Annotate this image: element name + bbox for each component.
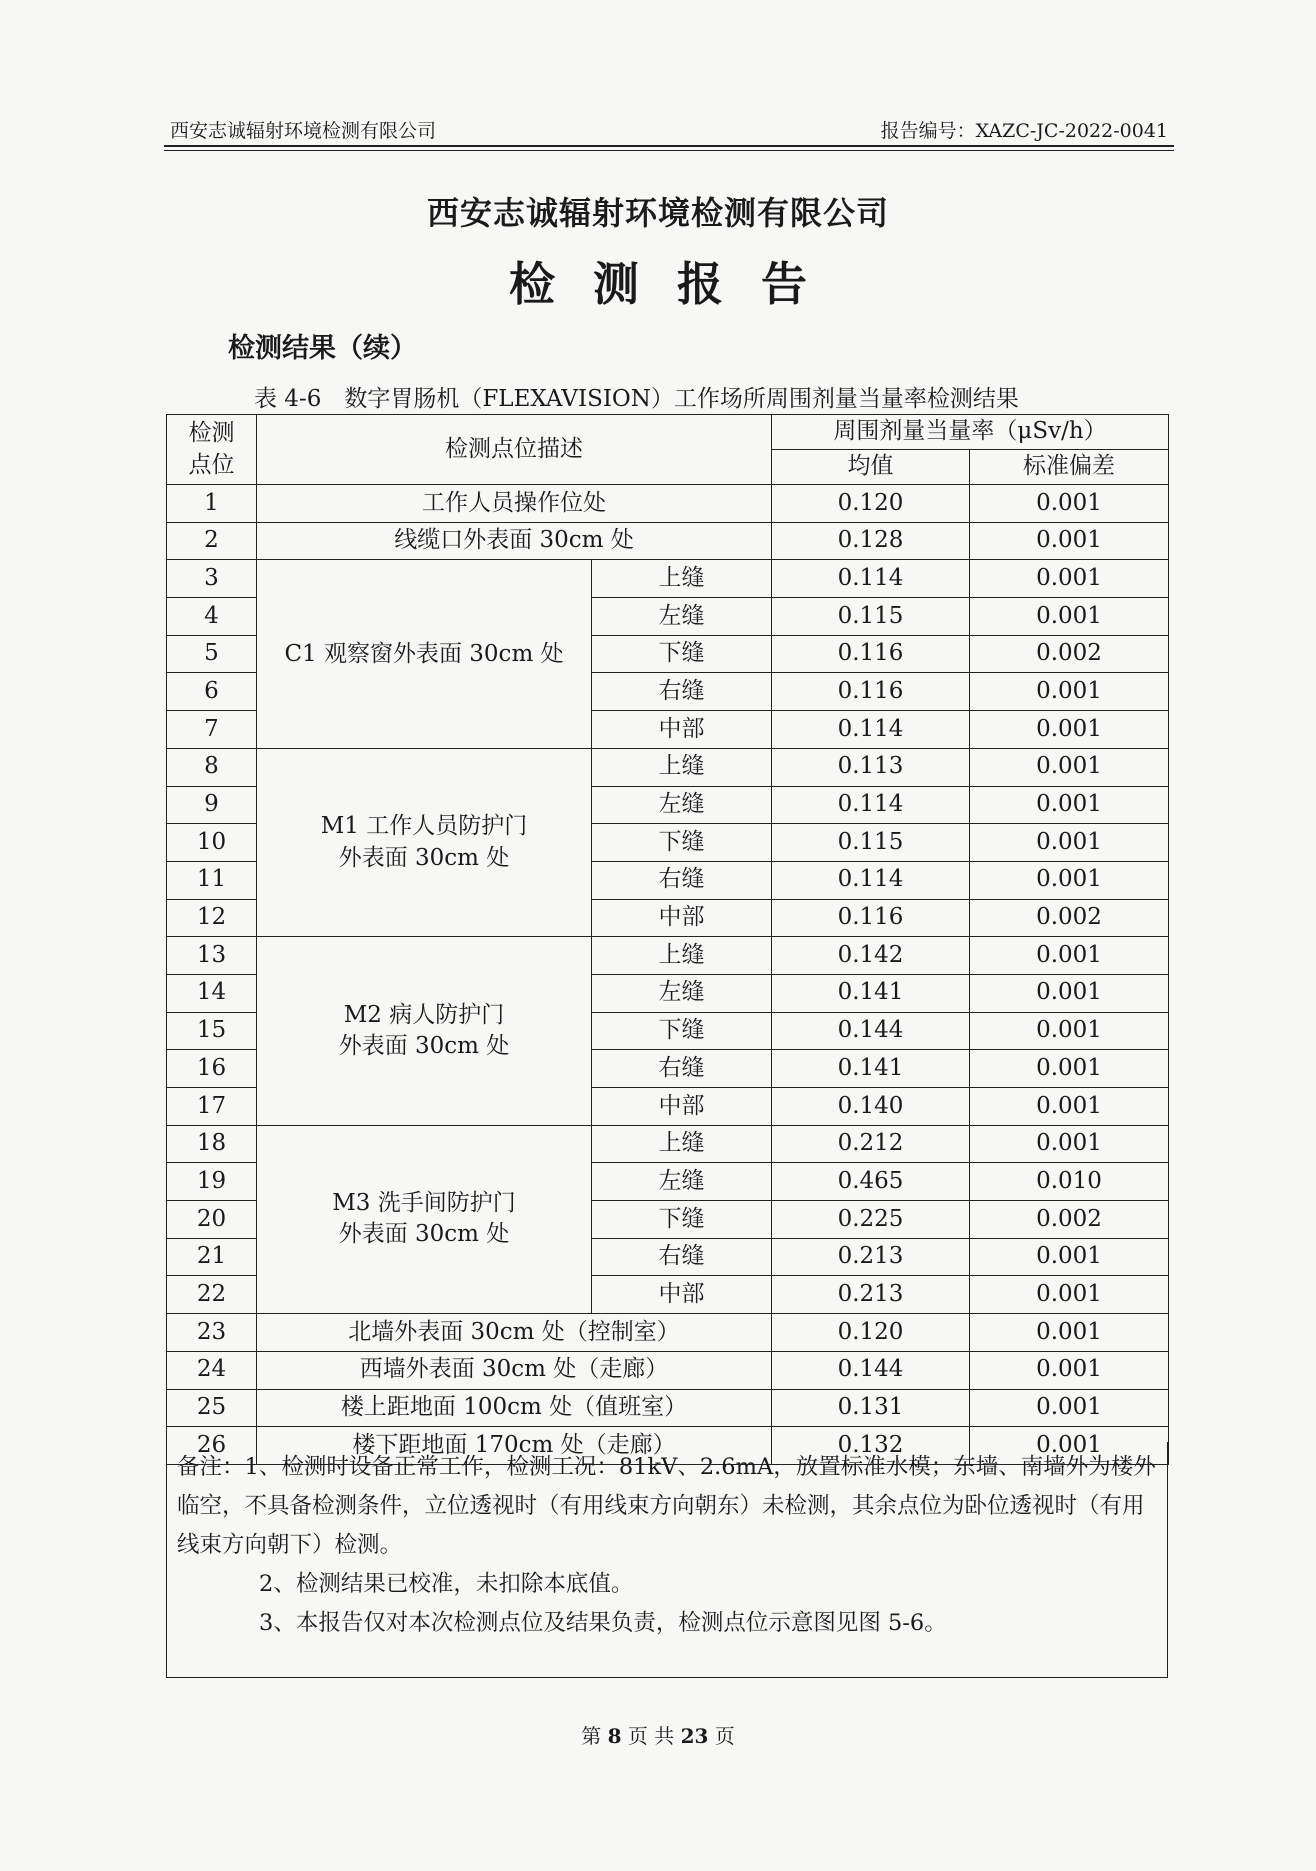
point-number: 1 <box>167 485 257 523</box>
mean-value: 0.141 <box>772 1050 970 1088</box>
std-deviation: 0.010 <box>970 1163 1169 1201</box>
table-caption: 表 4-6 数字胃肠机（FLEXAVISION）工作场所周围剂量当量率检测结果 <box>254 386 1019 412</box>
point-number: 2 <box>167 522 257 560</box>
mean-value: 0.115 <box>772 824 970 862</box>
mean-value: 0.212 <box>772 1125 970 1163</box>
std-deviation: 0.001 <box>970 673 1169 711</box>
header-mean: 均值 <box>772 450 970 485</box>
mean-value: 0.114 <box>772 560 970 598</box>
point-number: 13 <box>167 937 257 975</box>
table-row <box>167 560 1169 598</box>
mean-value: 0.116 <box>772 899 970 937</box>
point-sub-location: 中部 <box>592 1276 772 1314</box>
mean-value: 0.132 <box>772 1427 970 1465</box>
point-sub-location: 左缝 <box>592 1163 772 1201</box>
point-description: 线缆口外表面 30cm 处 <box>257 522 772 560</box>
point-number: 7 <box>167 711 257 749</box>
mean-value: 0.128 <box>772 522 970 560</box>
note-1: 备注：1、检测时设备正常工作，检测工况：81kV、2.6mA，放置标准水模；东墙、南墙外为楼外临空，不具备检测条件，立位透视时（有用线束方向朝东）未检测，其余点位为卧位透视时（有用线束方向朝下）检测。 <box>177 1454 1156 1558</box>
company-title: 西安志诚辐射环境检测有限公司 <box>426 194 889 232</box>
point-number: 23 <box>167 1314 257 1352</box>
point-sub-location: 下缝 <box>592 824 772 862</box>
std-deviation: 0.001 <box>970 1088 1169 1126</box>
point-sub-location: 中部 <box>592 899 772 937</box>
note-3: 3、本报告仅对本次检测点位及结果负责，检测点位示意图见图 5-6。 <box>259 1610 947 1636</box>
mean-value: 0.131 <box>772 1389 970 1427</box>
table-row <box>167 1389 1169 1427</box>
point-sub-location: 下缝 <box>592 1012 772 1050</box>
std-deviation: 0.001 <box>970 560 1169 598</box>
point-group-description: M3 洗手间防护门 外表面 30cm 处 <box>257 1125 592 1313</box>
point-number: 16 <box>167 1050 257 1088</box>
point-sub-location: 中部 <box>592 711 772 749</box>
std-deviation: 0.001 <box>970 1012 1169 1050</box>
point-number: 5 <box>167 635 257 673</box>
results-table <box>166 414 1169 1465</box>
point-sub-location: 左缝 <box>592 974 772 1012</box>
table-row <box>167 485 1169 523</box>
header-rule <box>164 145 1174 147</box>
mean-value: 0.213 <box>772 1276 970 1314</box>
mean-value: 0.465 <box>772 1163 970 1201</box>
std-deviation: 0.001 <box>970 1050 1169 1088</box>
mean-value: 0.116 <box>772 635 970 673</box>
point-number: 25 <box>167 1389 257 1427</box>
footer-middle: 页 共 <box>627 1724 675 1748</box>
point-description: 楼下距地面 170cm 处（走廊） <box>257 1427 772 1465</box>
point-sub-location: 上缝 <box>592 937 772 975</box>
point-number: 26 <box>167 1427 257 1465</box>
mean-value: 0.116 <box>772 673 970 711</box>
point-sub-location: 上缝 <box>592 1125 772 1163</box>
mean-value: 0.144 <box>772 1012 970 1050</box>
point-number: 4 <box>167 598 257 636</box>
point-description: 北墙外表面 30cm 处（控制室） <box>257 1314 772 1352</box>
table-row <box>167 748 1169 786</box>
std-deviation: 0.001 <box>970 824 1169 862</box>
point-number: 11 <box>167 861 257 899</box>
std-deviation: 0.001 <box>970 1427 1169 1465</box>
point-sub-location: 中部 <box>592 1088 772 1126</box>
table-row <box>167 1314 1169 1352</box>
point-number: 3 <box>167 560 257 598</box>
mean-value: 0.113 <box>772 748 970 786</box>
point-sub-location: 下缝 <box>592 1201 772 1239</box>
header-std: 标准偏差 <box>970 450 1169 485</box>
header-rate-group: 周围剂量当量率（μSv/h） <box>772 415 1169 450</box>
std-deviation: 0.001 <box>970 748 1169 786</box>
header-point: 检测 点位 <box>167 415 257 485</box>
mean-value: 0.114 <box>772 786 970 824</box>
section-title: 检测结果（续） <box>228 333 417 364</box>
point-number: 24 <box>167 1351 257 1389</box>
std-deviation: 0.001 <box>970 1389 1169 1427</box>
header-rule-thin <box>164 150 1174 151</box>
point-sub-location: 上缝 <box>592 748 772 786</box>
std-deviation: 0.001 <box>970 1314 1169 1352</box>
point-number: 21 <box>167 1238 257 1276</box>
point-sub-location: 右缝 <box>592 1050 772 1088</box>
header-report-number: 报告编号：XAZC-JC-2022-0041 <box>880 120 1168 142</box>
point-group-description: C1 观察窗外表面 30cm 处 <box>257 560 592 748</box>
point-sub-location: 右缝 <box>592 861 772 899</box>
point-description: 楼上距地面 100cm 处（值班室） <box>257 1389 772 1427</box>
header-description: 检测点位描述 <box>257 415 772 485</box>
std-deviation: 0.001 <box>970 1276 1169 1314</box>
point-number: 15 <box>167 1012 257 1050</box>
mean-value: 0.140 <box>772 1088 970 1126</box>
point-number: 8 <box>167 748 257 786</box>
table-row <box>167 937 1169 975</box>
mean-value: 0.114 <box>772 861 970 899</box>
std-deviation: 0.002 <box>970 1201 1169 1239</box>
mean-value: 0.213 <box>772 1238 970 1276</box>
std-deviation: 0.001 <box>970 598 1169 636</box>
point-group-description: M1 工作人员防护门 外表面 30cm 处 <box>257 748 592 936</box>
report-title: 检测报告 <box>509 257 845 311</box>
mean-value: 0.114 <box>772 711 970 749</box>
point-group-description: M2 病人防护门 外表面 30cm 处 <box>257 937 592 1125</box>
page-footer <box>0 1720 1316 1749</box>
point-number: 14 <box>167 974 257 1012</box>
mean-value: 0.141 <box>772 974 970 1012</box>
footer-total-pages: 23 <box>680 1724 709 1748</box>
std-deviation: 0.001 <box>970 485 1169 523</box>
table-row <box>167 1125 1169 1163</box>
point-number: 10 <box>167 824 257 862</box>
point-number: 19 <box>167 1163 257 1201</box>
point-number: 22 <box>167 1276 257 1314</box>
std-deviation: 0.001 <box>970 1351 1169 1389</box>
point-sub-location: 左缝 <box>592 786 772 824</box>
std-deviation: 0.001 <box>970 937 1169 975</box>
note-2: 2、检测结果已校准，未扣除本底值。 <box>259 1571 634 1597</box>
point-number: 18 <box>167 1125 257 1163</box>
std-deviation: 0.001 <box>970 786 1169 824</box>
mean-value: 0.142 <box>772 937 970 975</box>
point-description: 工作人员操作位处 <box>257 485 772 523</box>
results-body <box>167 485 1169 1465</box>
mean-value: 0.225 <box>772 1201 970 1239</box>
point-description: 西墙外表面 30cm 处（走廊） <box>257 1351 772 1389</box>
mean-value: 0.144 <box>772 1351 970 1389</box>
notes-box <box>166 1442 1168 1678</box>
point-sub-location: 下缝 <box>592 635 772 673</box>
footer-suffix: 页 <box>714 1724 735 1748</box>
mean-value: 0.120 <box>772 1314 970 1352</box>
mean-value: 0.115 <box>772 598 970 636</box>
std-deviation: 0.001 <box>970 974 1169 1012</box>
std-deviation: 0.001 <box>970 1238 1169 1276</box>
point-sub-location: 上缝 <box>592 560 772 598</box>
point-number: 6 <box>167 673 257 711</box>
point-number: 9 <box>167 786 257 824</box>
point-sub-location: 右缝 <box>592 1238 772 1276</box>
std-deviation: 0.001 <box>970 711 1169 749</box>
std-deviation: 0.002 <box>970 635 1169 673</box>
point-sub-location: 右缝 <box>592 673 772 711</box>
std-deviation: 0.001 <box>970 861 1169 899</box>
table-row <box>167 522 1169 560</box>
std-deviation: 0.002 <box>970 899 1169 937</box>
point-number: 17 <box>167 1088 257 1126</box>
point-number: 12 <box>167 899 257 937</box>
mean-value: 0.120 <box>772 485 970 523</box>
table-row <box>167 1351 1169 1389</box>
std-deviation: 0.001 <box>970 522 1169 560</box>
std-deviation: 0.001 <box>970 1125 1169 1163</box>
header-company: 西安志诚辐射环境检测有限公司 <box>170 120 437 142</box>
point-number: 20 <box>167 1201 257 1239</box>
footer-page-number: 8 <box>607 1724 622 1748</box>
footer-prefix: 第 <box>581 1724 602 1748</box>
point-sub-location: 左缝 <box>592 598 772 636</box>
